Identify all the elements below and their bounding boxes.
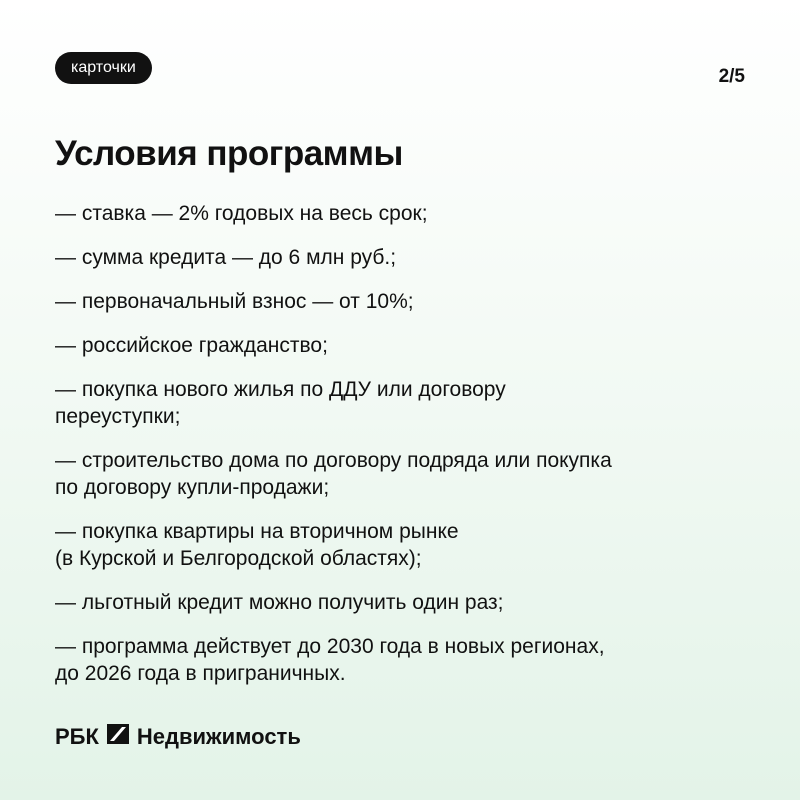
brand-name-right: Недвижимость — [136, 724, 301, 749]
brand-logo — [55, 724, 301, 750]
category-tag: карточки — [55, 52, 152, 84]
list-item: — российское гражданство; — [55, 334, 328, 357]
page-title: Условия программы — [55, 134, 403, 173]
list-item: — программа действует до 2030 года в новых регионах, до 2026 года в приграничных. — [55, 635, 605, 685]
page-counter: 2/5 — [718, 66, 745, 87]
brand-name-left: РБК — [55, 724, 99, 749]
list-item: — строительство дома по договору подряда или покупка по договору купли-продажи; — [55, 449, 612, 499]
conditions-list — [55, 200, 755, 704]
slash-mark-icon — [107, 724, 129, 750]
list-item: — покупка нового жилья по ДДУ или договору переуступки; — [55, 378, 506, 428]
list-item: — ставка — 2% годовых на весь срок; — [55, 202, 428, 225]
list-item: — льготный кредит можно получить один раз; — [55, 591, 504, 614]
list-item: — первоначальный взнос — от 10%; — [55, 290, 414, 313]
list-item: — покупка квартиры на вторичном рынке (в Курской и Белгородской областях); — [55, 520, 459, 570]
list-item: — сумма кредита — до 6 млн руб.; — [55, 246, 397, 269]
